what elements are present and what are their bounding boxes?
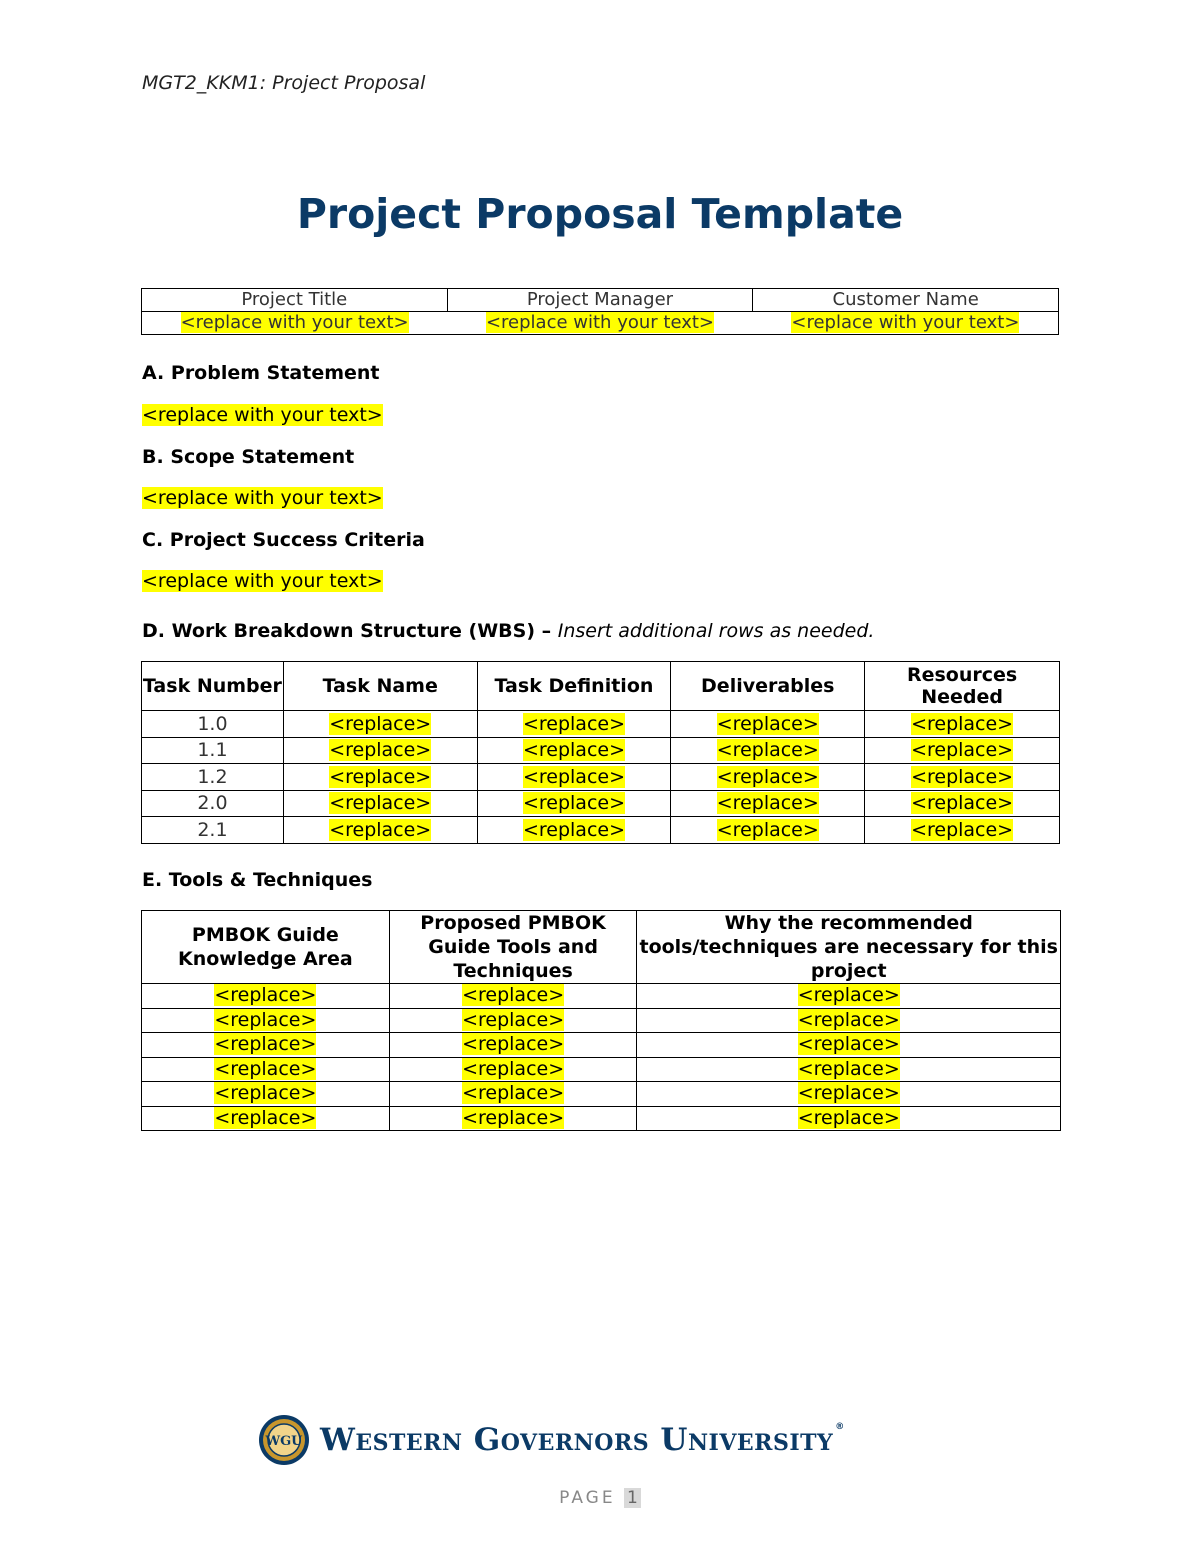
table-cell[interactable] [477,711,671,738]
tools-header-row [142,911,1061,984]
placeholder-text[interactable]: <replace> [462,1082,565,1105]
info-header-project-title: Project Title [142,289,448,312]
placeholder-text[interactable]: <replace> [329,712,432,735]
placeholder-text[interactable]: <replace> [911,818,1014,841]
placeholder-text[interactable]: <replace with your text> [485,312,714,333]
university-name [320,1422,845,1458]
wbs-header-row [142,662,1060,711]
placeholder-text[interactable]: <replace> [911,739,1014,762]
table-cell[interactable] [142,1033,390,1058]
placeholder-text[interactable]: <replace> [329,792,432,815]
table-row [142,1008,1061,1033]
task-number: 1.1 [142,737,284,764]
table-cell[interactable] [477,764,671,791]
table-cell[interactable] [283,817,477,844]
project-info-table [141,288,1059,335]
table-cell[interactable] [865,790,1060,817]
wbs-header-task-definition: Task Definition [477,662,671,711]
table-cell[interactable] [142,1106,390,1131]
section-heading-scope: B. Scope Statement [142,446,355,468]
placeholder-text[interactable]: <replace> [462,1008,565,1031]
placeholder-text[interactable]: <replace> [911,792,1014,815]
placeholder-text[interactable]: <replace> [716,739,819,762]
table-cell[interactable] [671,737,865,764]
info-header-customer-name: Customer Name [753,289,1059,312]
table-cell[interactable] [637,1008,1061,1033]
task-number: 2.1 [142,817,284,844]
table-cell[interactable] [283,790,477,817]
table-cell[interactable] [865,737,1060,764]
wbs-header-resources: Resources Needed [865,662,1060,711]
table-cell[interactable] [142,984,390,1009]
problem-placeholder[interactable] [142,404,383,426]
seal-text: WGU [265,1434,303,1449]
university-seal-icon [258,1414,310,1466]
table-row [142,817,1060,844]
task-number: 1.2 [142,764,284,791]
table-cell[interactable] [389,1106,637,1131]
section-heading-tools: E. Tools & Techniques [142,869,373,891]
table-cell[interactable] [865,711,1060,738]
table-row [142,1057,1061,1082]
table-row [142,790,1060,817]
table-cell[interactable] [477,790,671,817]
wbs-header-task-number: Task Number [142,662,284,711]
table-cell[interactable] [389,1057,637,1082]
placeholder-text[interactable]: <replace with your text> [142,404,383,426]
table-cell[interactable] [865,817,1060,844]
table-cell[interactable] [142,1008,390,1033]
header-note: MGT2_KKM1: Project Proposal [142,72,426,94]
placeholder-text[interactable]: <replace> [329,818,432,841]
placeholder-text[interactable]: <replace> [214,984,317,1007]
scope-placeholder[interactable] [142,487,383,509]
table-row [142,1106,1061,1131]
placeholder-text[interactable]: <replace> [797,1008,900,1031]
table-cell[interactable] [671,790,865,817]
wbs-header-task-name: Task Name [283,662,477,711]
table-row [142,1033,1061,1058]
placeholder-text[interactable]: <replace> [522,818,625,841]
placeholder-text[interactable]: <replace> [716,818,819,841]
table-cell[interactable] [283,737,477,764]
placeholder-text[interactable]: <replace> [797,1057,900,1080]
placeholder-text[interactable]: <replace> [462,1033,565,1056]
info-value-row [142,312,1059,335]
tools-header-why: Why the recommended tools/techniques are necessary for this project [637,911,1061,984]
table-row [142,711,1060,738]
placeholder-text[interactable]: <replace> [797,1082,900,1105]
table-row [142,1082,1061,1107]
table-cell[interactable] [637,1033,1061,1058]
placeholder-text[interactable]: <replace> [214,1106,317,1129]
placeholder-text[interactable]: <replace> [911,765,1014,788]
placeholder-text[interactable]: <replace> [716,712,819,735]
tools-header-knowledge-area: PMBOK Guide Knowledge Area [142,911,390,984]
table-cell[interactable] [637,1082,1061,1107]
placeholder-text[interactable]: <replace with your text> [142,570,383,592]
placeholder-text[interactable]: <replace> [797,1033,900,1056]
table-cell[interactable] [283,711,477,738]
table-cell[interactable] [637,984,1061,1009]
table-cell[interactable] [389,1033,637,1058]
placeholder-text[interactable]: <replace> [329,739,432,762]
table-cell[interactable] [142,1082,390,1107]
tools-header-proposed-tools: Proposed PMBOK Guide Tools and Techniques [389,911,637,984]
table-cell[interactable] [671,817,865,844]
university-name-text: Western Governors University [320,1422,834,1458]
info-value-cell[interactable] [447,312,753,335]
placeholder-text[interactable]: <replace> [214,1008,317,1031]
wbs-note: Insert additional rows as needed. [557,620,875,642]
table-cell[interactable] [477,737,671,764]
table-cell[interactable] [142,1057,390,1082]
placeholder-text[interactable]: <replace> [522,765,625,788]
table-row [142,764,1060,791]
table-cell[interactable] [477,817,671,844]
placeholder-text[interactable]: <replace> [716,765,819,788]
placeholder-text[interactable]: <replace> [522,792,625,815]
table-cell[interactable] [637,1106,1061,1131]
page-footer [0,1488,1200,1508]
placeholder-text[interactable]: <replace> [462,1057,565,1080]
info-value-cell[interactable] [142,312,448,335]
info-value-cell[interactable] [753,312,1059,335]
table-cell[interactable] [671,711,865,738]
wbs-table [141,661,1060,844]
section-heading-wbs [142,620,874,642]
section-heading-problem: A. Problem Statement [142,362,380,384]
wbs-header-deliverables: Deliverables [671,662,865,711]
success-placeholder[interactable] [142,570,383,592]
task-number: 2.0 [142,790,284,817]
table-cell[interactable] [283,764,477,791]
info-header-project-manager: Project Manager [447,289,753,312]
info-header-row [142,289,1059,312]
tools-table [141,910,1061,1131]
table-row [142,737,1060,764]
table-row [142,984,1061,1009]
placeholder-text[interactable]: <replace> [214,1033,317,1056]
page-title: Project Proposal Template [296,190,904,238]
placeholder-text[interactable]: <replace with your text> [791,312,1020,333]
table-cell[interactable] [671,764,865,791]
table-cell[interactable] [389,1082,637,1107]
placeholder-text[interactable]: <replace> [716,792,819,815]
task-number: 1.0 [142,711,284,738]
placeholder-text[interactable]: <replace> [522,712,625,735]
placeholder-text[interactable]: <replace> [797,1106,900,1129]
page-label: PAGE [559,1488,616,1508]
placeholder-text[interactable]: <replace> [214,1082,317,1105]
wbs-heading-text: D. Work Breakdown Structure (WBS) – [142,620,558,642]
page-number: 1 [624,1488,641,1508]
table-cell[interactable] [389,1008,637,1033]
placeholder-text[interactable]: <replace> [329,765,432,788]
placeholder-text[interactable]: <replace> [911,712,1014,735]
placeholder-text[interactable]: <replace> [214,1057,317,1080]
registered-mark: ® [835,1422,845,1432]
placeholder-text[interactable]: <replace with your text> [180,312,409,333]
wgu-logo [258,1412,845,1468]
table-cell[interactable] [389,984,637,1009]
placeholder-text[interactable]: <replace> [462,1106,565,1129]
placeholder-text[interactable]: <replace> [462,984,565,1007]
placeholder-text[interactable]: <replace> [522,739,625,762]
placeholder-text[interactable]: <replace with your text> [142,487,383,509]
table-cell[interactable] [865,764,1060,791]
section-heading-success: C. Project Success Criteria [142,529,425,551]
table-cell[interactable] [637,1057,1061,1082]
placeholder-text[interactable]: <replace> [797,984,900,1007]
